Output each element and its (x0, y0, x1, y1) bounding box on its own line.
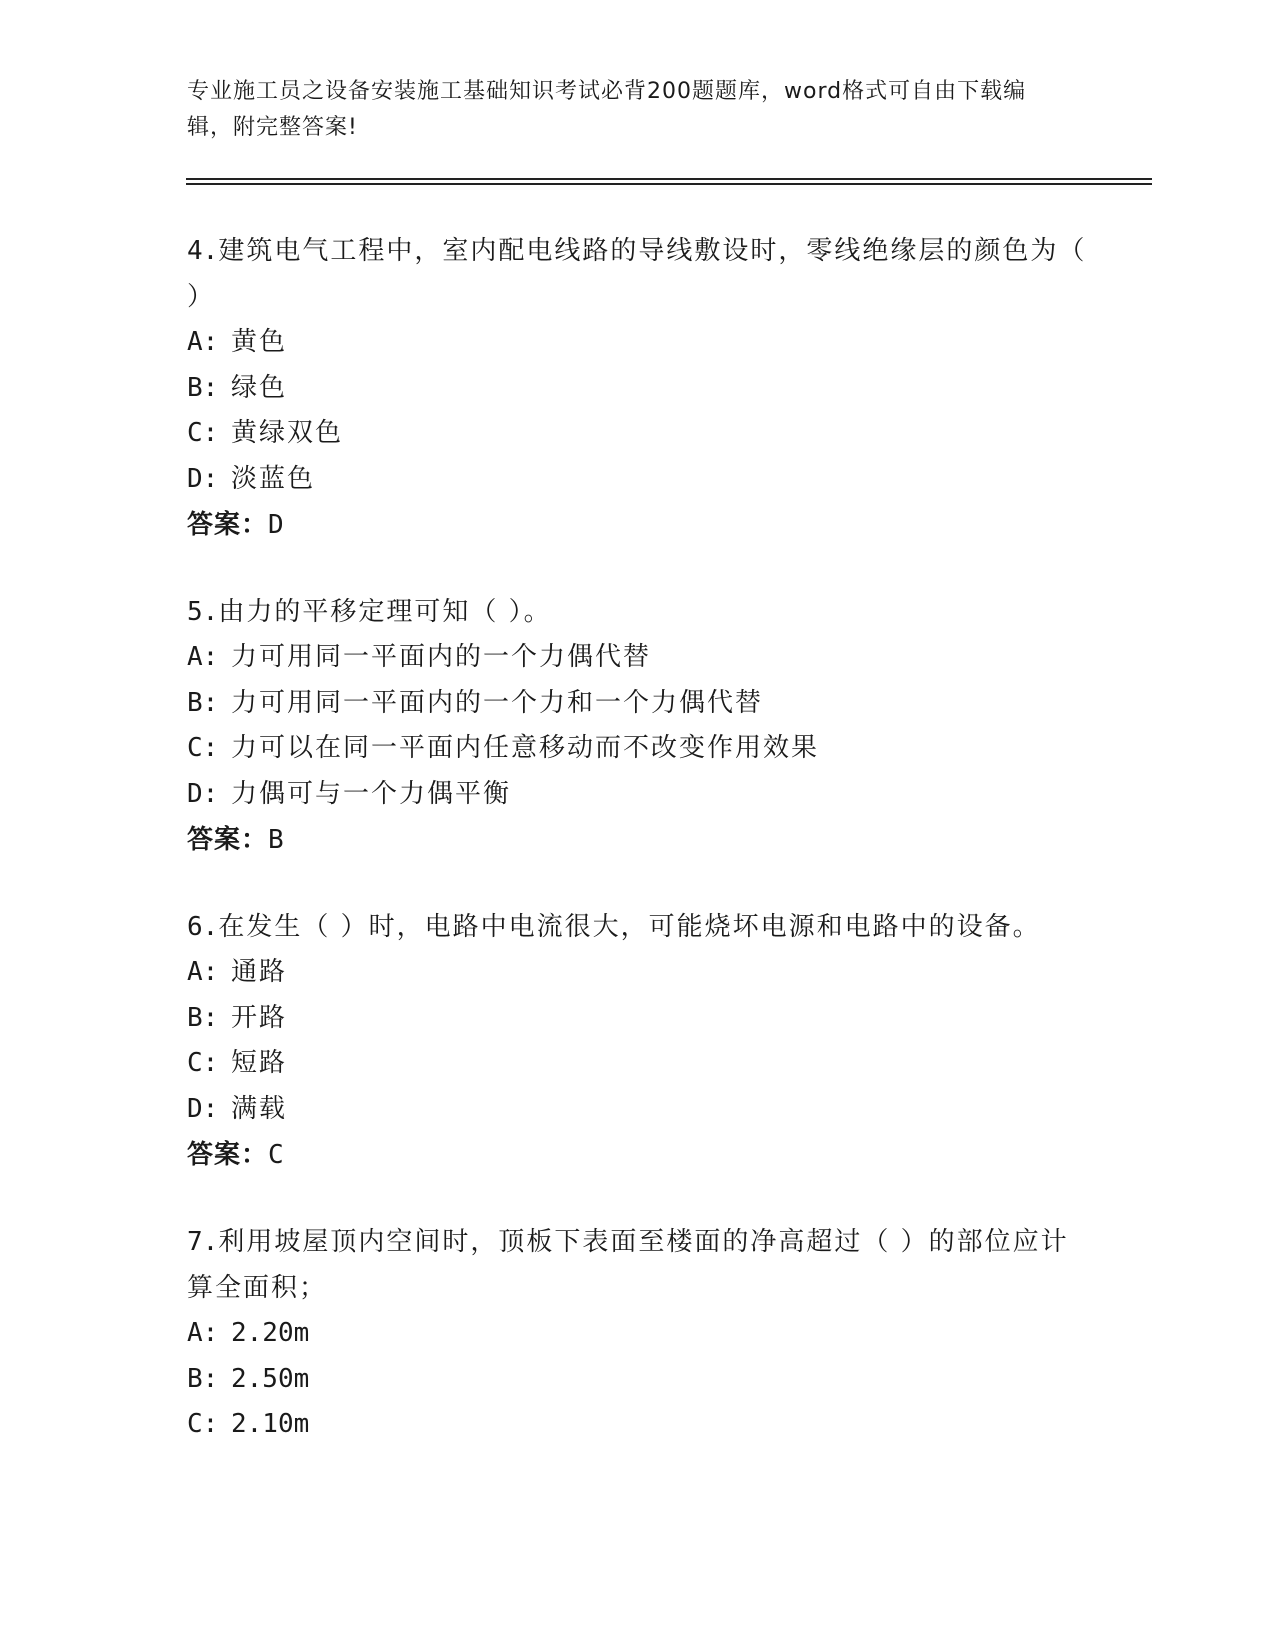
option-key: D: (187, 1093, 219, 1124)
answer-label: 答案： (187, 1140, 269, 1170)
option-text: 2.50m (231, 1363, 310, 1394)
answer-line (187, 817, 1087, 863)
option-text: 通路 (231, 957, 288, 987)
option-key: C: (187, 418, 219, 448)
question-number: 6. (187, 912, 219, 942)
option-b (187, 1357, 1087, 1403)
option-key: C: (187, 733, 219, 763)
option-text: 满载 (231, 1093, 288, 1124)
header-divider-top (186, 178, 1152, 180)
option-key: A: (187, 642, 219, 672)
question-text: 利用坡屋顶内空间时，顶板下表面至楼面的净高超过（ ）的部位应计算全面积； (187, 1227, 1069, 1303)
option-text: 黄色 (231, 327, 288, 357)
option-d (187, 772, 1087, 818)
document-header (187, 74, 1067, 146)
question-text: 建筑电气工程中，室内配电线路的导线敷设时，零线绝缘层的颜色为（ ） (187, 236, 1087, 312)
question-stem (187, 1219, 1087, 1311)
question-text: 在发生（ ）时，电路中电流很大，可能烧坏电源和电路中的设备。 (218, 912, 1041, 942)
question-stem (187, 589, 1087, 635)
option-a (187, 950, 1087, 996)
option-text: 2.10m (231, 1409, 310, 1439)
header-divider-bottom (186, 183, 1152, 185)
answer-value: C (268, 1140, 285, 1170)
option-key: C: (187, 1409, 219, 1439)
option-key: A: (187, 1318, 219, 1348)
option-text: 淡蓝色 (231, 463, 316, 494)
header-title: 专业施工员之设备安装施工基础知识考试必背200题题库，word格式可自由下载编辑，附完整答案! (187, 79, 1027, 140)
option-text: 2.20m (231, 1318, 310, 1348)
option-text: 黄绿双色 (231, 418, 344, 448)
option-b (187, 366, 1087, 412)
option-text: 绿色 (231, 372, 288, 403)
option-key: D: (187, 463, 219, 494)
option-text: 短路 (231, 1048, 288, 1078)
option-text: 力可用同一平面内的一个力偶代替 (231, 642, 652, 672)
option-c (187, 1402, 1087, 1448)
option-b (187, 681, 1087, 727)
option-d (187, 1087, 1087, 1133)
option-a (187, 635, 1087, 681)
question-number: 4. (187, 236, 219, 266)
option-c (187, 411, 1087, 457)
answer-label: 答案： (187, 510, 269, 540)
option-text: 开路 (231, 1002, 288, 1033)
question-stem (187, 228, 1087, 320)
question-6 (187, 904, 1087, 1178)
option-text: 力偶可与一个力偶平衡 (231, 778, 512, 809)
question-5 (187, 589, 1087, 863)
option-key: A: (187, 957, 219, 987)
question-number: 5. (187, 597, 219, 627)
answer-value: B (268, 825, 285, 855)
option-text: 力可用同一平面内的一个力和一个力偶代替 (231, 687, 764, 718)
answer-line (187, 502, 1087, 548)
option-c (187, 1041, 1087, 1087)
question-4 (187, 228, 1087, 548)
question-7 (187, 1219, 1087, 1448)
option-b (187, 996, 1087, 1042)
option-key: D: (187, 778, 219, 809)
option-key: A: (187, 327, 219, 357)
question-number: 7. (187, 1227, 219, 1257)
option-key: B: (187, 1363, 219, 1394)
option-key: C: (187, 1048, 219, 1078)
option-c (187, 726, 1087, 772)
option-a (187, 320, 1087, 366)
answer-line (187, 1132, 1087, 1178)
question-stem (187, 904, 1087, 950)
answer-value: D (268, 510, 285, 540)
answer-label: 答案： (187, 825, 269, 855)
option-key: B: (187, 1002, 219, 1033)
option-key: B: (187, 687, 219, 718)
option-key: B: (187, 372, 219, 403)
option-text: 力可以在同一平面内任意移动而不改变作用效果 (231, 733, 820, 763)
option-a (187, 1311, 1087, 1357)
question-text: 由力的平移定理可知（ ）。 (218, 597, 552, 627)
option-d (187, 457, 1087, 503)
